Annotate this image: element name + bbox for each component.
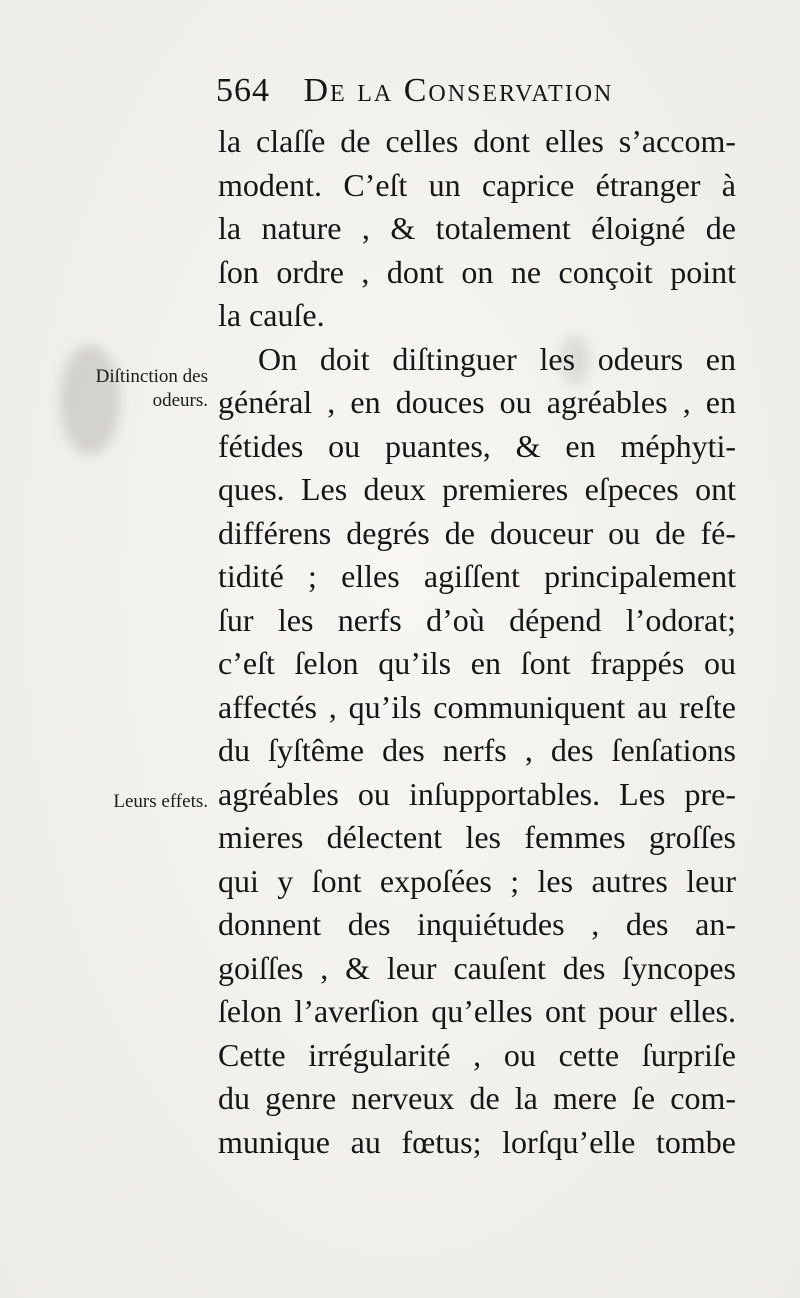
text-line: qui y ſont expoſées ; les autres leur xyxy=(218,862,736,899)
margin-note-effects: Leurs effets. xyxy=(113,791,208,812)
page-number: 564 xyxy=(216,72,270,109)
text-line: affectés , qu’ils communiquent au reſte xyxy=(218,688,736,725)
running-title: De la Conservation xyxy=(303,72,614,109)
text-line: ſur les nerfs d’où dépend l’odorat; xyxy=(218,601,736,638)
text-line: c’eſt ſelon qu’ils en ſont frappés ou xyxy=(218,645,736,681)
text-line: différens degrés de douceur ou de fé- xyxy=(218,514,736,551)
text-line: mieres délectent les femmes groſſes xyxy=(218,819,736,855)
text-line: la nature , & totalement éloigné de xyxy=(218,210,736,246)
text-line: munique au fœtus; lorſqu’elle tombe xyxy=(218,1123,736,1160)
text-line: ſon ordre , dont on ne conçoit point xyxy=(218,253,736,290)
text-line: goiſſes , & leur cauſent des ſyncopes xyxy=(218,949,736,986)
text-line: ques. Les deux premieres eſpeces ont xyxy=(218,471,736,507)
text-line: la cauſe. xyxy=(218,297,325,333)
text-line: modent. C’eſt un caprice étranger à xyxy=(218,166,736,203)
text-line: général , en douces ou agréables , en xyxy=(218,384,736,420)
text-line: donnent des inquiétudes , des an- xyxy=(218,906,736,942)
text-line: Cette irrégularité , ou cette ſurpriſe xyxy=(218,1036,736,1073)
text-line: agréables ou inſupportables. Les pre- xyxy=(218,775,736,812)
text-line: tidité ; elles agiſſent principalement xyxy=(218,558,736,594)
text-line: du ſyſtême des nerfs , des ſenſations xyxy=(218,732,736,768)
text-line: On doit diſtinguer les odeurs en xyxy=(258,340,736,377)
text-line: ſelon l’averſion qu’elles ont pour elles. xyxy=(218,993,736,1029)
text-line: du genre nerveux de la mere ſe com- xyxy=(218,1080,736,1116)
page-header xyxy=(216,72,736,110)
text-line: la claſſe de celles dont elles s’accom- xyxy=(218,123,736,159)
text-line: fétides ou puantes, & en méphyti- xyxy=(218,427,736,464)
body-text xyxy=(218,120,736,1164)
margin-note-distinction: Diſtinction des odeurs. xyxy=(95,366,208,411)
